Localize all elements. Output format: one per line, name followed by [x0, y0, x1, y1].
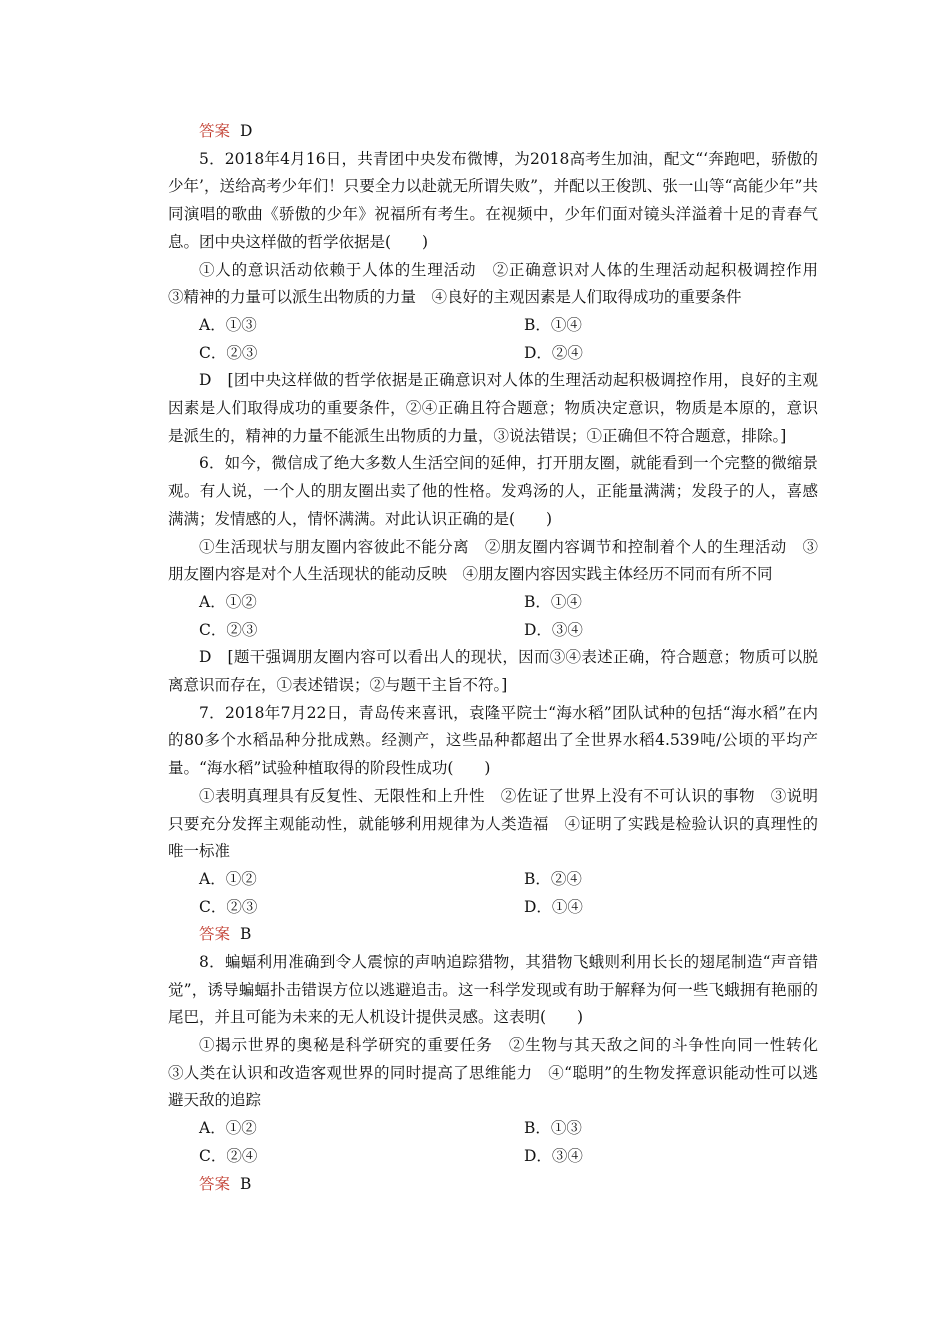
- option-a: A．①②: [199, 1119, 257, 1138]
- answer-line: [168, 921, 818, 949]
- answer-value: B: [240, 1174, 252, 1193]
- option-row: [168, 312, 818, 340]
- explanation-text: D [题干强调朋友圈内容可以看出人的现状，因而③④表述正确，符合题意；物质可以脱离意识而存在，①表述错误；②与题干主旨不符。]: [168, 648, 818, 694]
- question-text: 6．如今，微信成了绝大多数人生活空间的延伸，打开朋友圈，就能看到一个完整的微缩景观。有人说，一个人的朋友圈出卖了他的性格。发鸡汤的人，正能量满满；发段子的人，喜感满满；发情感的人，情怀满满。对此认识正确的是( ): [168, 454, 818, 528]
- option-b: B．①④: [524, 592, 582, 611]
- option-b: B．①③: [524, 1119, 582, 1138]
- option-b: B．①④: [524, 315, 582, 334]
- statements-text: ①人的意识活动依赖于人体的生理活动 ②正确意识对人体的生理活动起积极调控作用 ③精神的力量可以派生出物质的力量 ④良好的主观因素是人们取得成功的重要条件: [168, 260, 834, 307]
- option-row: [168, 589, 818, 617]
- option-b: B．②④: [524, 869, 582, 888]
- statements-text: ①生活现状与朋友圈内容彼此不能分离 ②朋友圈内容调节和控制着个人的生理活动 ③朋友圈内容是对个人生活现状的能动反映 ④朋友圈内容因实践主体经历不同而有所不同: [168, 537, 818, 584]
- option-b: D．③④: [524, 1146, 583, 1165]
- option-row: [168, 866, 818, 894]
- document-page: [168, 118, 834, 1198]
- option-row: [168, 894, 818, 922]
- option-a: A．①②: [199, 869, 257, 888]
- statements-text: ①揭示世界的奥秘是科学研究的重要任务 ②生物与其天敌之间的斗争性向同一性转化 ③人类在认识和改造客观世界的同时提高了思维能力 ④“聪明”的生物发挥意识能动性可以逃避天敌的追踪: [168, 1036, 834, 1110]
- answer-label: 答案: [199, 925, 231, 944]
- option-a: A．①②: [199, 592, 257, 611]
- statements-text: ①表明真理具有反复性、无限性和上升性 ②佐证了世界上没有不可认识的事物 ③说明只要充分发挥主观能动性，就能够利用规律为人类造福 ④证明了实践是检验认识的真理性的唯一标准: [168, 786, 818, 861]
- option-row: [168, 1115, 818, 1143]
- answer-value: D: [240, 122, 253, 140]
- answer-label: 答案: [199, 1174, 231, 1193]
- answer-line: [168, 118, 818, 146]
- option-a: C．②③: [199, 620, 258, 639]
- question-text: 8．蝙蝠利用准确到令人震惊的声呐追踪猎物，其猎物飞蛾则利用长长的翅尾制造“声音错觉”，诱导蝙蝠扑击错误方位以逃避追击。这一科学发现或有助于解释为何一些飞蛾拥有艳丽的尾巴，并且可能为未来的无人机设计提供灵感。这表明( ): [168, 952, 818, 1027]
- option-a: C．②④: [199, 1146, 258, 1165]
- answer-value: B: [240, 925, 252, 944]
- option-b: D．③④: [524, 620, 583, 639]
- option-a: C．②③: [199, 897, 258, 916]
- answer-label: 答案: [199, 122, 231, 140]
- option-row: [168, 617, 818, 645]
- option-b: D．①④: [524, 897, 583, 916]
- option-a: C．②③: [199, 343, 258, 362]
- option-row: [168, 340, 818, 368]
- option-row: [168, 1143, 818, 1171]
- answer-line: [168, 1171, 818, 1199]
- option-b: D．②④: [524, 343, 583, 362]
- explanation-text: D [团中央这样做的哲学依据是正确意识对人体的生理活动起积极调控作用，良好的主观因素是人们取得成功的重要条件，②④正确且符合题意；物质决定意识，物质是本原的，意识是派生的，精神的力量不能派生出物质的力量，③说法错误；①正确但不符合题意，排除。]: [168, 371, 818, 445]
- option-a: A．①③: [199, 315, 257, 334]
- question-text: 7．2018年7月22日，青岛传来喜讯，袁隆平院士“海水稻”团队试种的包括“海水稻”在内的80多个水稻品种分批成熟。经测产，这些品种都超出了全世界水稻4.539吨/公顷的平均产量。“海水稻”试验种植取得的阶段性成功( ): [168, 703, 818, 778]
- question-text: 5．2018年4月16日，共青团中央发布微博，为2018高考生加油，配文“‘奔跑吧，骄傲的少年’，送给高考少年们！只要全力以赴就无所谓失败”，并配以王俊凯、张一山等“高能少年”共同演唱的歌曲《骄傲的少年》祝福所有考生。在视频中，少年们面对镜头洋溢着十足的青春气息。团中央这样做的哲学依据是( ): [168, 149, 818, 251]
